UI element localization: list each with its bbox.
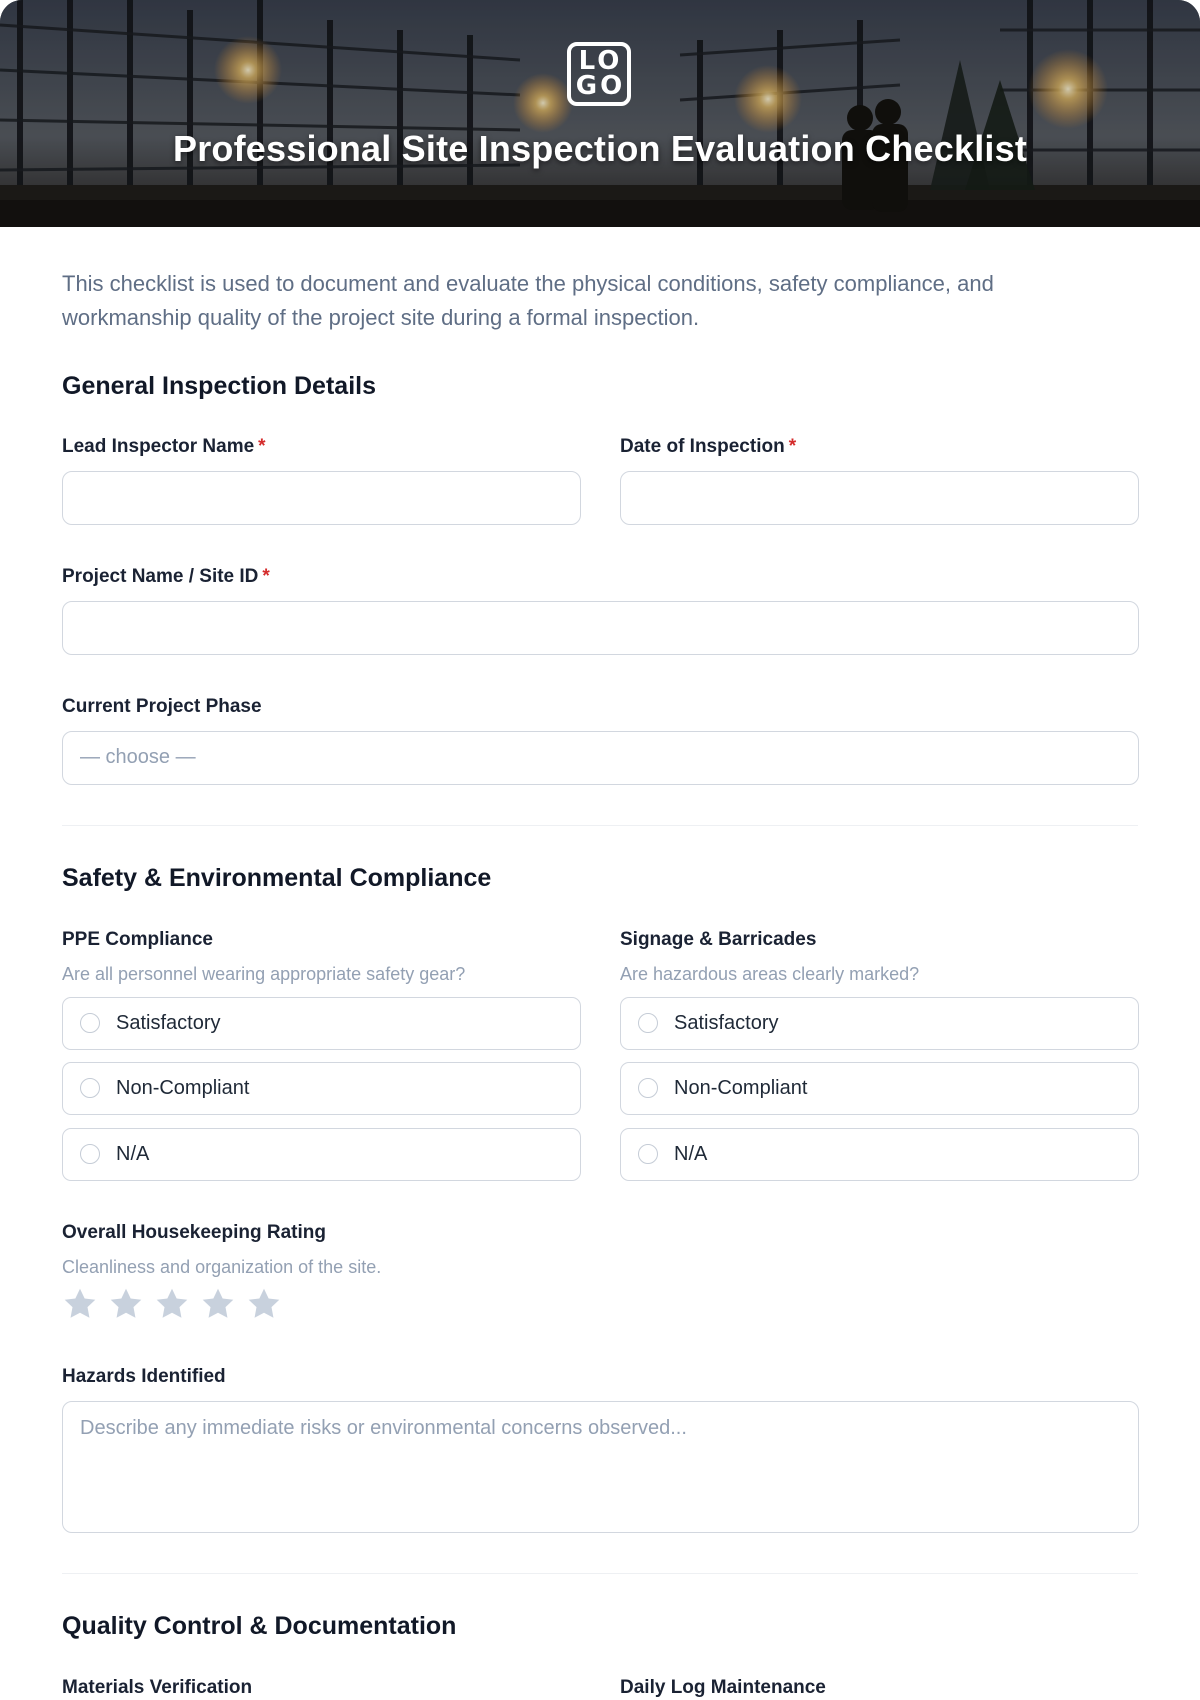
housekeeping-star-rating[interactable] [62,1286,282,1322]
section-title-general: General Inspection Details [62,372,376,400]
star-icon[interactable] [200,1286,236,1322]
star-icon[interactable] [108,1286,144,1322]
signage-barricades-label: Signage & Barricades [620,929,817,950]
project-name-input[interactable] [62,601,1139,655]
radio-button[interactable] [638,1144,658,1164]
lead-inspector-label [62,436,266,458]
star-icon[interactable] [154,1286,190,1322]
date-of-inspection-label [620,436,796,458]
date-of-inspection-label-text: Date of Inspection [620,436,785,457]
hazards-identified-label: Hazards Identified [62,1366,226,1387]
header-banner [0,0,1200,227]
star-icon[interactable] [62,1286,98,1322]
required-marker: * [258,436,266,457]
project-phase-placeholder: — choose — [80,746,196,768]
option-label: Non-Compliant [674,1077,808,1099]
ppe-option-satisfactory[interactable] [62,997,581,1050]
housekeeping-rating-help: Cleanliness and organization of the site. [62,1257,382,1277]
logo-line-1: LO [578,46,623,76]
option-label: Non-Compliant [116,1077,250,1099]
form-description: This checklist is used to document and evaluate the physical conditions, safety compliance, and workmanship quality of the project site during a formal inspection. [62,271,994,330]
lead-inspector-input[interactable] [62,471,581,525]
housekeeping-rating-label: Overall Housekeeping Rating [62,1222,326,1243]
signage-barricades-help: Are hazardous areas clearly marked? [620,964,920,984]
ppe-option-non-compliant[interactable] [62,1062,581,1115]
project-name-label [62,566,270,588]
project-phase-select[interactable] [62,731,1139,785]
signage-option-non-compliant[interactable] [620,1062,1139,1115]
radio-button[interactable] [80,1078,100,1098]
radio-button[interactable] [638,1013,658,1033]
hazards-placeholder: Describe any immediate risks or environmental concerns observed... [80,1417,687,1439]
option-label: N/A [674,1143,708,1165]
materials-verification-label: Materials Verification [62,1677,253,1698]
project-name-label-text: Project Name / Site ID [62,566,259,587]
ppe-compliance-label: PPE Compliance [62,929,213,950]
radio-button[interactable] [80,1144,100,1164]
hazards-identified-textarea[interactable] [62,1401,1139,1533]
option-label: Satisfactory [674,1012,779,1034]
logo [567,42,631,106]
logo-line-2: GO [575,71,626,101]
construction-site-image [0,0,1200,227]
page-title: Professional Site Inspection Evaluation Checklist [172,128,1028,169]
date-of-inspection-input[interactable] [620,471,1139,525]
project-phase-label: Current Project Phase [62,696,262,717]
option-label: N/A [116,1143,150,1165]
signage-option-satisfactory[interactable] [620,997,1139,1050]
section-title-safety: Safety & Environmental Compliance [62,864,492,892]
required-marker: * [262,566,270,587]
daily-log-maintenance-label: Daily Log Maintenance [620,1677,826,1698]
signage-option-na[interactable] [620,1128,1139,1181]
section-title-quality: Quality Control & Documentation [62,1612,457,1640]
section-divider [62,825,1138,826]
required-marker: * [788,436,797,457]
radio-button[interactable] [638,1078,658,1098]
option-label: Satisfactory [116,1012,221,1034]
radio-button[interactable] [80,1013,100,1033]
ppe-option-na[interactable] [62,1128,581,1181]
star-icon[interactable] [246,1286,282,1322]
ppe-compliance-help: Are all personnel wearing appropriate safety gear? [62,964,466,984]
section-divider [62,1573,1138,1574]
lead-inspector-label-text: Lead Inspector Name [62,436,255,457]
